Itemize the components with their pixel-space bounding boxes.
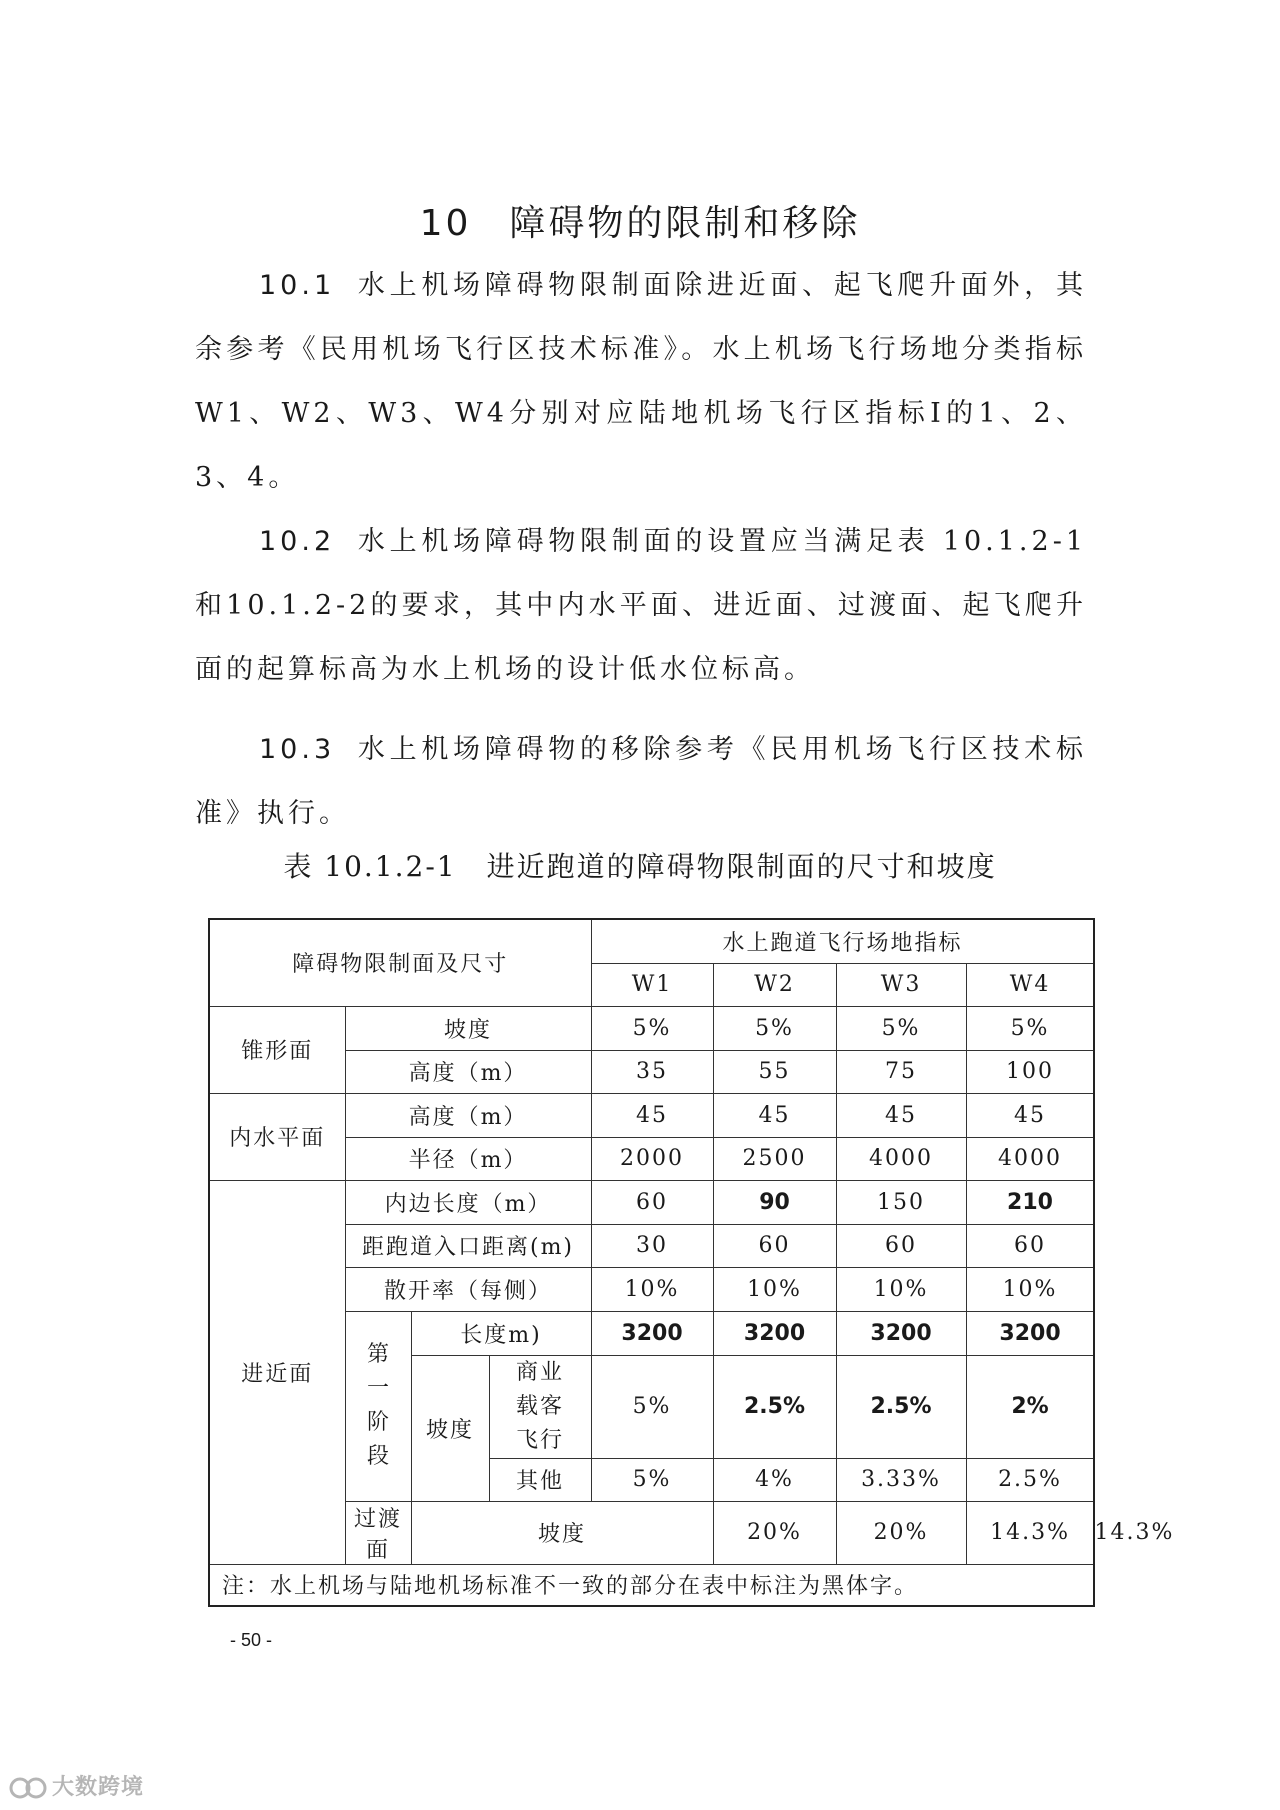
stage-label-text: 第一阶段: [367, 1342, 392, 1469]
page-number: - 50 -: [230, 1630, 273, 1650]
cell-bold: 2.5%: [713, 1355, 836, 1458]
section-text: 水上机场障碍物限制面的设置应当满足表 10.1.2-1和10.1.2-2的要求，其中内水平面、进近面、过渡面、起飞爬升面的起算标高为水上机场的设计低水位标高。: [195, 526, 1087, 685]
cell: 4000: [966, 1137, 1094, 1180]
col-header-w4: W4: [966, 963, 1094, 1006]
cell: 20%: [836, 1501, 966, 1564]
cell: 2.5%: [966, 1458, 1094, 1501]
col-header-w3: W3: [836, 963, 966, 1006]
watermark-logo-icon: [8, 1775, 48, 1801]
row-label: 高度（m）: [345, 1093, 591, 1137]
commercial-label: [489, 1355, 591, 1458]
chapter-number: 10: [419, 203, 472, 244]
section-number: 10.2: [259, 526, 336, 557]
header-group: 水上跑道飞行场地指标: [591, 919, 1094, 963]
cell: 2500: [713, 1137, 836, 1180]
cell: 60: [591, 1180, 713, 1224]
slope-label: 坡度: [411, 1355, 489, 1501]
chapter-title: 障碍物的限制和移除: [509, 203, 861, 244]
cell: 20%: [713, 1501, 836, 1564]
cell-bold: 3200: [713, 1311, 836, 1355]
cell: 10%: [836, 1267, 966, 1311]
cell-bold: 3200: [966, 1311, 1094, 1355]
section-text: 水上机场障碍物限制面除进近面、起飞爬升面外，其余参考《民用机场飞行区技术标准》。水上机场飞行场地分类指标W1、W2、W3、W4分别对应陆地机场飞行区指标Ⅰ的1、2、3、4。: [195, 270, 1087, 493]
cell: 10%: [713, 1267, 836, 1311]
cell: 5%: [966, 1006, 1094, 1050]
cell: 5%: [591, 1458, 713, 1501]
cell: 60: [713, 1224, 836, 1267]
cell: 2000: [591, 1137, 713, 1180]
cell: 60: [966, 1224, 1094, 1267]
row-label: 散开率（每侧）: [345, 1267, 591, 1311]
cell-bold: 2.5%: [836, 1355, 966, 1458]
col-header-w1: W1: [591, 963, 713, 1006]
commercial-label-text: 商业载客飞行: [516, 1359, 565, 1453]
cell: 60: [836, 1224, 966, 1267]
row-label: 高度（m）: [345, 1050, 591, 1093]
cell: 5%: [591, 1355, 713, 1458]
section-number: 10.3: [259, 734, 336, 765]
cell: 45: [836, 1093, 966, 1137]
cell: 4000: [836, 1137, 966, 1180]
row-label: 长度m): [411, 1311, 591, 1355]
cell: 14.3%: [966, 1501, 1094, 1564]
row-label: 坡度: [411, 1501, 713, 1564]
cell: 5%: [591, 1006, 713, 1050]
cell: 55: [713, 1050, 836, 1093]
table-note: 注：水上机场与陆地机场标准不一致的部分在表中标注为黑体字。: [209, 1564, 1094, 1606]
table-caption-text: 进近跑道的障碍物限制面的尺寸和坡度: [486, 850, 997, 883]
row-label: 内边长度（m）: [345, 1180, 591, 1224]
cell: 5%: [836, 1006, 966, 1050]
stage-label: [345, 1311, 411, 1501]
section-10-2: [195, 510, 1087, 702]
cell: 45: [591, 1093, 713, 1137]
cell: 150: [836, 1180, 966, 1224]
cell: 35: [591, 1050, 713, 1093]
section-number: 10.1: [259, 270, 336, 301]
other-label: 其他: [489, 1458, 591, 1501]
cell-bold: 90: [713, 1180, 836, 1224]
table-caption: [0, 845, 1280, 885]
row-group-transition: 过渡面: [345, 1501, 411, 1564]
page-title: [0, 195, 1280, 246]
row-group-approach: 进近面: [209, 1180, 345, 1564]
cell: 45: [966, 1093, 1094, 1137]
section-10-3: [195, 718, 1087, 846]
row-group-inner: 内水平面: [209, 1093, 345, 1180]
cell: 10%: [591, 1267, 713, 1311]
header-surface: 障碍物限制面及尺寸: [209, 919, 591, 1006]
cell: 45: [713, 1093, 836, 1137]
row-group-cone: 锥形面: [209, 1006, 345, 1093]
row-label: 距跑道入口距离(m): [345, 1224, 591, 1267]
obstacle-limit-table: 障碍物限制面及尺寸 水上跑道飞行场地指标 W1 W2 W3 W4 锥形面 坡度 5% 5% 5% 5% 高度（m） 35 55 75 100 内水平面 高度（m） 45 45 45 45 半径（m） 2000 2500 4000 4000 进近面 内边长度（m） 60 90 150 210 距跑道入口距离(m) 30 60 60 60 散开率（每侧） 10% 10% 10% 10% 第一阶段 长度m) 3200 3200 3200 3200 坡度 商业载客飞行 5% 2.5% 2.5% 2% 其他 5% 4% 3.33% 2.5% 过渡面 坡度 20% 20% 14.3% 14.3% 注：水上机场与陆地机场标准不一致的部分在表中标注为黑体字。: [208, 918, 1095, 1607]
cell-bold: 3200: [591, 1311, 713, 1355]
col-header-w2: W2: [713, 963, 836, 1006]
row-label: 半径（m）: [345, 1137, 591, 1180]
watermark-text: 大数跨境: [52, 1775, 145, 1800]
section-10-1: [195, 254, 1087, 510]
cell: 4%: [713, 1458, 836, 1501]
cell-bold: 2%: [966, 1355, 1094, 1458]
table-caption-number: 表 10.1.2-1: [283, 850, 457, 883]
row-label: 坡度: [345, 1006, 591, 1050]
cell: 10%: [966, 1267, 1094, 1311]
cell: 100: [966, 1050, 1094, 1093]
cell-bold: 3200: [836, 1311, 966, 1355]
cell: 3.33%: [836, 1458, 966, 1501]
cell: 30: [591, 1224, 713, 1267]
cell: 5%: [713, 1006, 836, 1050]
section-text: 水上机场障碍物的移除参考《民用机场飞行区技术标准》执行。: [195, 734, 1087, 829]
cell-bold: 210: [966, 1180, 1094, 1224]
cell: 75: [836, 1050, 966, 1093]
watermark: [8, 1770, 144, 1801]
